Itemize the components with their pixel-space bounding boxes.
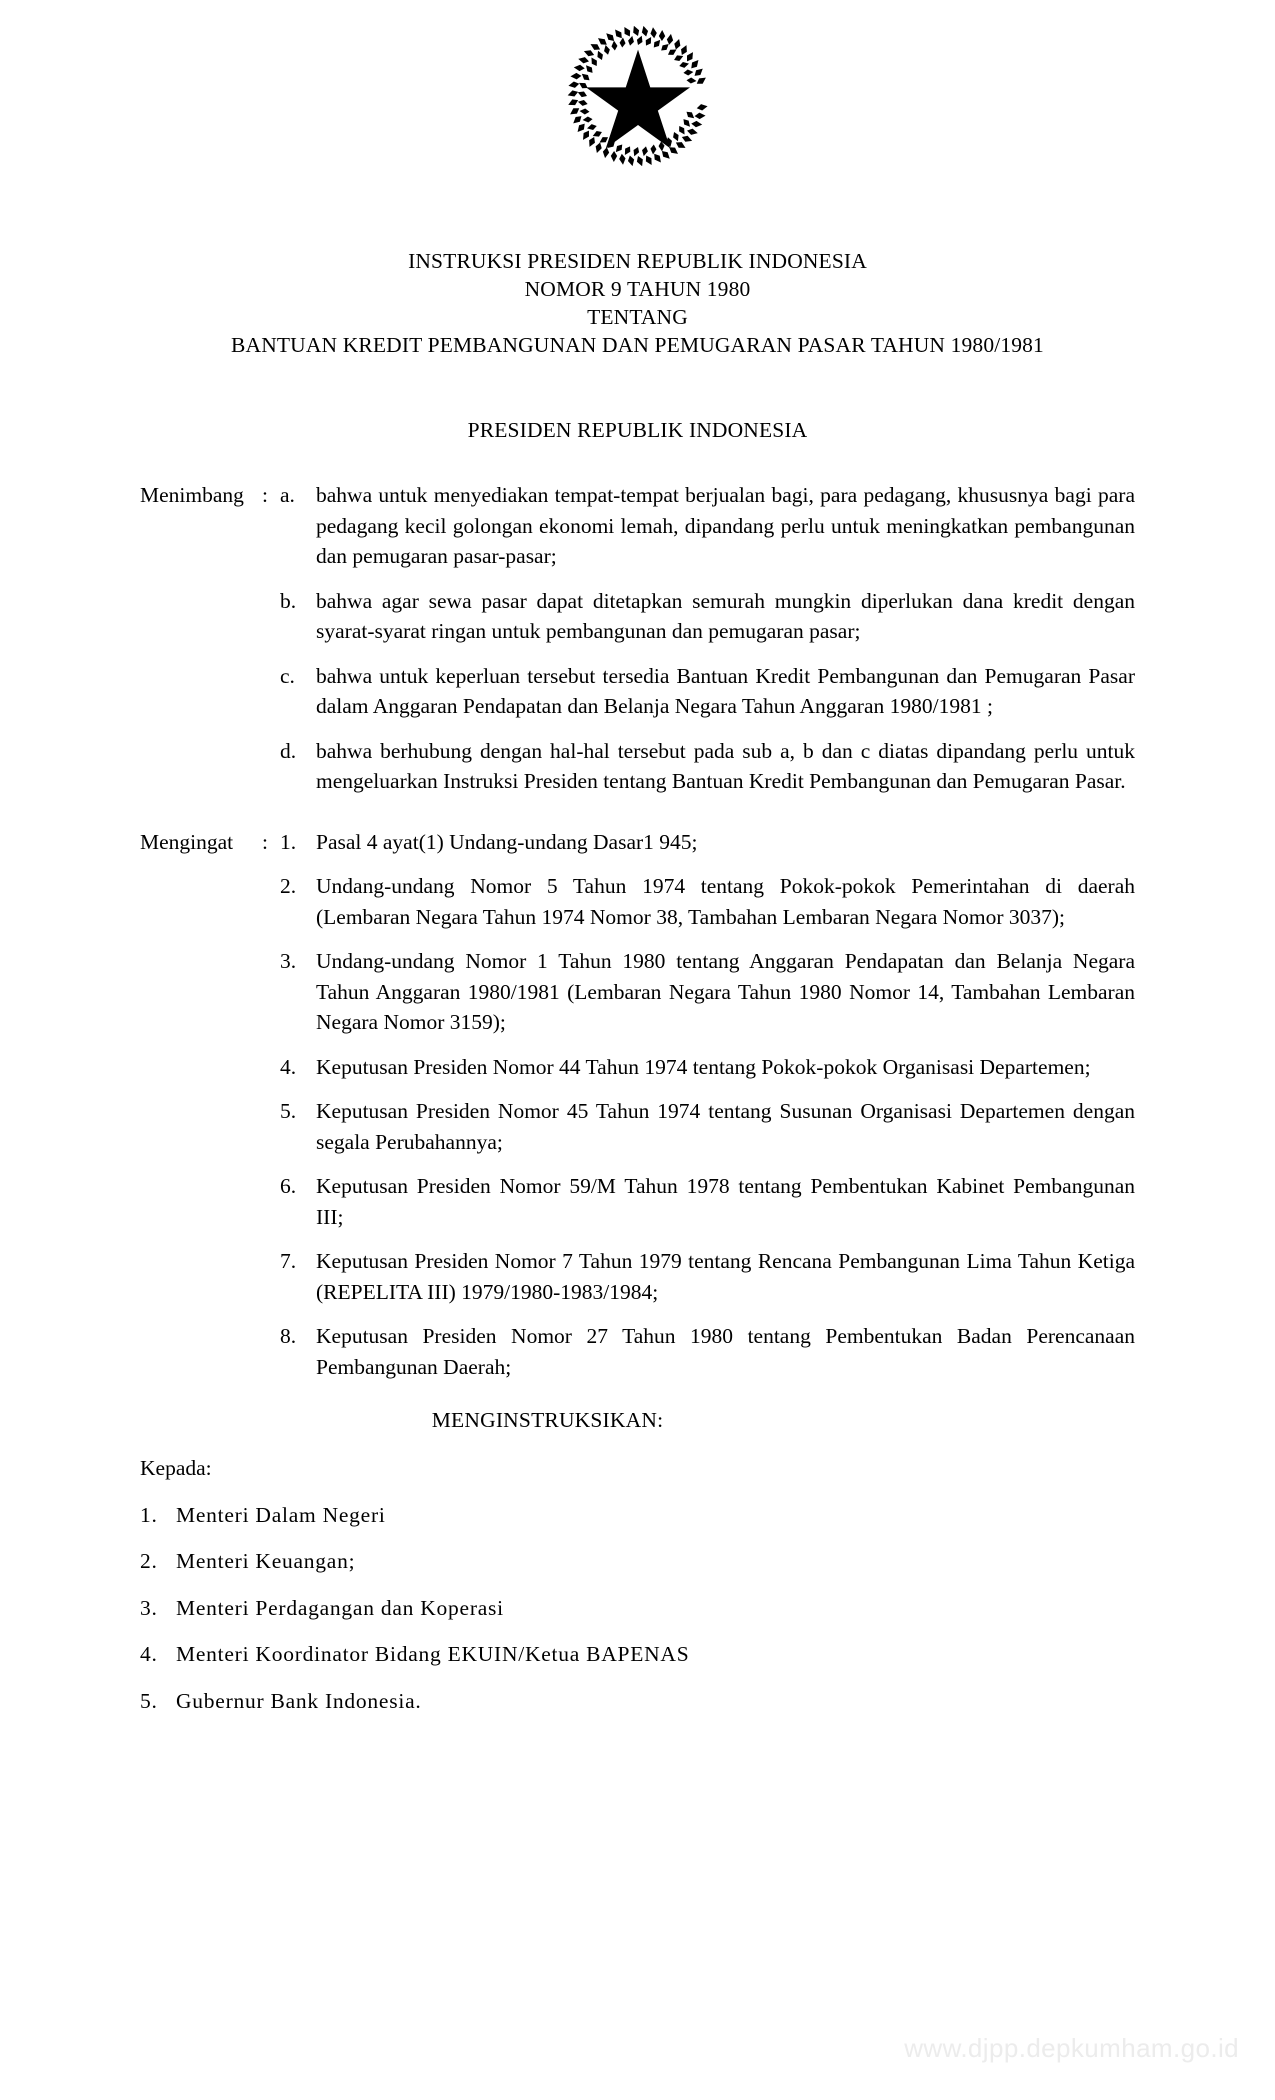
kepada-section [140,1453,1135,1716]
menimbang-item-b [280,586,1135,647]
menginstruksikan-heading: MENGINSTRUKSIKAN: [431,1408,664,1433]
menimbang-item-a [140,480,1135,572]
kepada-text-3: Menteri Perdagangan dan Koperasi [176,1595,504,1620]
indonesian-star-wreath-emblem-icon [562,26,714,166]
mengingat-item-4 [280,1052,1135,1083]
title-line-1: INSTRUKSI PRESIDEN REPUBLIK INDONESIA [408,249,867,273]
menimbang-item-c [280,661,1135,722]
mengingat-item-3 [280,946,1135,1038]
mengingat-text-1: Pasal 4 ayat(1) Undang-undang Dasar1 945; [316,829,698,854]
mengingat-text-8: Keputusan Presiden Nomor 27 Tahun 1980 tentang Pembentukan Badan Perencanaan Pembangunan Daerah; [316,1324,1135,1379]
document-body [140,480,1135,1732]
kepada-marker-3: 3. [140,1595,158,1620]
page-title [0,248,1275,360]
kepada-text-1: Menteri Dalam Negeri [176,1502,386,1527]
mengingat-colon: : [262,829,268,854]
mengingat-text-7: Keputusan Presiden Nomor 7 Tahun 1979 tentang Rencana Pembangunan Lima Tahun Ketiga (REPELITA III) 1979/1980-1983/1984; [316,1249,1135,1304]
kepada-marker-2: 2. [140,1549,158,1574]
mengingat-item-6 [280,1171,1135,1232]
menimbang-marker-c: c. [280,663,295,688]
site-watermark: www.djpp.depkumham.go.id [904,2033,1239,2063]
mengingat-marker-2: 2. [280,874,297,899]
mengingat-text-4: Keputusan Presiden Nomor 44 Tahun 1974 tentang Pokok-pokok Organisasi Departemen; [316,1054,1091,1079]
mengingat-item-7 [280,1246,1135,1307]
kepada-list-item [140,1686,1135,1717]
mengingat-marker-6: 6. [280,1174,297,1199]
title-line-3: TENTANG [587,304,688,329]
mengingat-text-6: Keputusan Presiden Nomor 59/M Tahun 1978 tentang Pembentukan Kabinet Pembangunan III; [316,1174,1135,1229]
mengingat-marker-3: 3. [280,949,297,974]
menimbang-label: Menimbang [140,483,244,507]
kepada-list-item [140,1593,1135,1624]
kepada-text-4: Menteri Koordinator Bidang EKUIN/Ketua BAPENAS [176,1642,690,1667]
menimbang-text-d: bahwa berhubung dengan hal-hal tersebut pada sub a, b dan c diatas dipandang perlu untuk mengeluarkan Instruksi Presiden tentang Bantuan Kredit Pembangunan dan Pemugaran Pasar. [316,738,1135,794]
mengingat-marker-8: 8. [280,1324,297,1349]
kepada-marker-1: 1. [140,1502,158,1527]
mengingat-text-2: Undang-undang Nomor 5 Tahun 1974 tentang Pokok-pokok Pemerintahan di daerah (Lembaran Negara Tahun 1974 Nomor 38, Tambahan Lembaran Negara Nomor 3037); [316,874,1135,929]
document-subtitle: PRESIDEN REPUBLIK INDONESIA [467,418,808,442]
mengingat-item-5 [280,1096,1135,1157]
menimbang-colon: : [262,483,268,507]
kepada-list-item [140,1546,1135,1577]
mengingat-marker-1: 1. [280,829,297,854]
kepada-label: Kepada: [140,1456,212,1481]
kepada-list-item [140,1500,1135,1531]
mengingat-marker-5: 5. [280,1099,297,1124]
kepada-list-item [140,1639,1135,1670]
kepada-marker-4: 4. [140,1642,158,1667]
mengingat-text-3: Undang-undang Nomor 1 Tahun 1980 tentang Anggaran Pendapatan dan Belanja Negara Tahun Anggaran 1980/1981 (Lembaran Negara Tahun 1980 Nomor 14, Tambahan Lembaran Negara Nomor 3159); [316,949,1135,1035]
mengingat-text-5: Keputusan Presiden Nomor 45 Tahun 1974 tentang Susunan Organisasi Departemen dengan segala Perubahannya; [316,1099,1135,1154]
menimbang-marker-a: a. [280,483,295,507]
emblem-container [0,26,1275,171]
kepada-marker-5: 5. [140,1688,158,1713]
section-spacer [140,811,1135,827]
mengingat-item-8 [280,1321,1135,1382]
mengingat-marker-7: 7. [280,1249,297,1274]
menimbang-text-b: bahwa agar sewa pasar dapat ditetapkan semurah mungkin diperlukan dana kredit dengan syarat-syarat ringan untuk pembangunan dan pemugaran pasar; [316,588,1135,644]
title-line-4: BANTUAN KREDIT PEMBANGUNAN DAN PEMUGARAN PASAR TAHUN 1980/1981 [231,332,1044,357]
menimbang-text-c: bahwa untuk keperluan tersebut tersedia Bantuan Kredit Pembangunan dan Pemugaran Pasar dalam Anggaran Pendapatan dan Belanja Negara Tahun Anggaran 1980/1981 ; [316,663,1135,719]
mengingat-marker-4: 4. [280,1054,297,1079]
mengingat-item-2 [280,871,1135,932]
menimbang-text-a: bahwa untuk menyediakan tempat-tempat berjualan bagi, para pedagang, khususnya bagi para pedagang kecil golongan ekonomi lemah, dipandang perlu untuk meningkatkan pembangunan dan pemugaran pasar-pasar; [316,483,1135,569]
kepada-text-2: Menteri Keuangan; [176,1549,356,1574]
menimbang-marker-d: d. [280,738,297,763]
kepada-text-5: Gubernur Bank Indonesia. [176,1688,422,1713]
mengingat-item-1 [140,827,1135,858]
menimbang-item-d [280,736,1135,797]
mengingat-label: Mengingat [140,829,234,854]
title-line-2: NOMOR 9 TAHUN 1980 [524,276,751,301]
menimbang-marker-b: b. [280,588,297,613]
